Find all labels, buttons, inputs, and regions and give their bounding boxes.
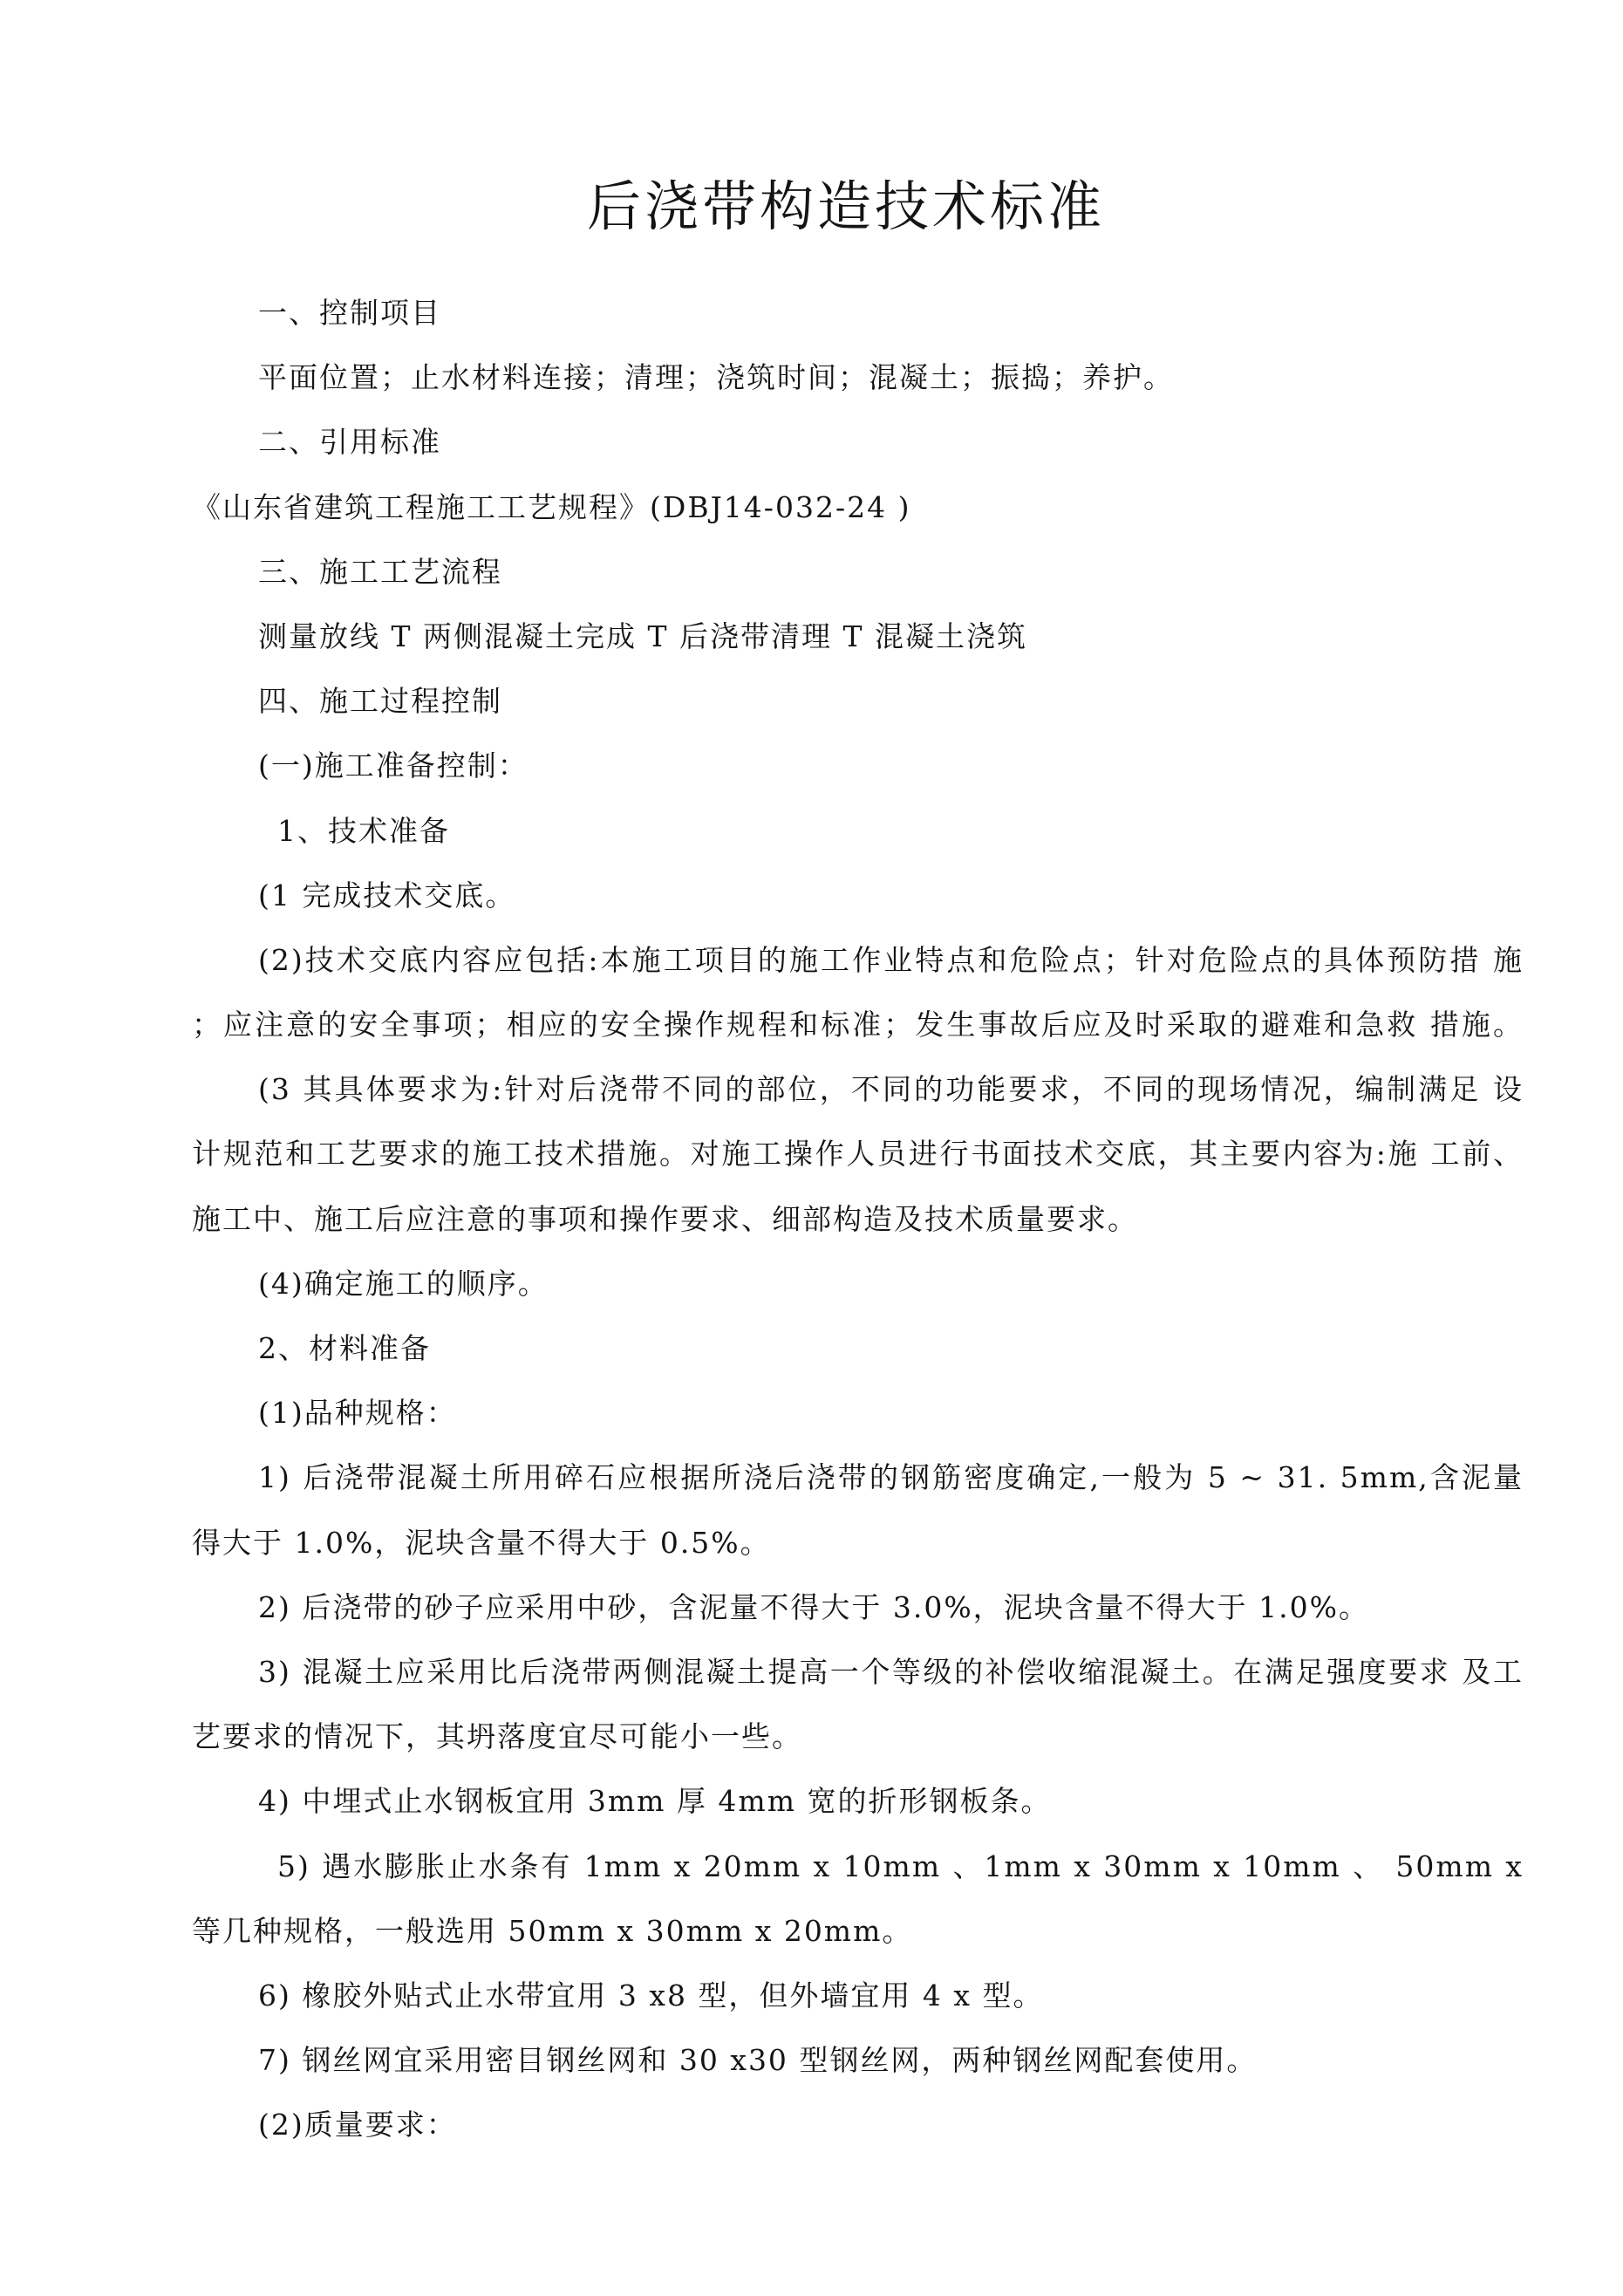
paragraph-line: 1) 后浇带混凝土所用碎石应根据所浇后浇带的钢筋密度确定,一般为 5 ~ 31. 5mm,含泥量	[258, 1460, 1524, 1495]
subsection-heading: (1)品种规格：	[258, 1396, 457, 1431]
paragraph-line: (2)技术交底内容应包括:本施工项目的施工作业特点和危险点；针对危险点的具体预防措 施	[258, 942, 1524, 977]
section-heading-process-control: 四、施工过程控制	[258, 684, 502, 719]
paragraph-line: 6) 橡胶外贴式止水带宜用 3 x8 型，但外墙宜用 4 x 型。	[258, 1978, 1044, 2012]
paragraph-line: 《山东省建筑工程施工工艺规程》(DBJ14-032-24 )	[192, 489, 911, 524]
page-title: 后浇带构造技术标准	[586, 174, 1105, 238]
paragraph-line: 平面位置；止水材料连接；清理；浇筑时间；混凝土；振捣；养护。	[258, 360, 1174, 395]
paragraph-line: 得大于 1.0%，泥块含量不得大于 0.5%。	[192, 1525, 771, 1560]
paragraph-line: (3 其具体要求为:针对后浇带不同的部位，不同的功能要求，不同的现场情况，编制满足 设	[258, 1072, 1524, 1107]
paragraph-line: 施工中、施工后应注意的事项和操作要求、细部构造及技术质量要求。	[192, 1201, 1138, 1236]
paragraph-line: 等几种规格，一般选用 50mm x 30mm x 20mm。	[192, 1913, 913, 1948]
paragraph-line: 2) 后浇带的砂子应采用中砂，含泥量不得大于 3.0%，泥块含量不得大于 1.0%。	[258, 1589, 1370, 1624]
paragraph-line: 测量放线 T 两侧混凝土完成 T 后浇带清理 T 混凝土浇筑	[258, 618, 1027, 653]
paragraph-line: 4) 中埋式止水钢板宜用 3mm 厚 4mm 宽的折形钢板条。	[258, 1784, 1052, 1819]
subsection-heading: (2)质量要求：	[258, 2108, 457, 2142]
paragraph-line: 3) 混凝土应采用比后浇带两侧混凝土提高一个等级的补偿收缩混凝土。在满足强度要求 及工	[258, 1654, 1524, 1689]
section-heading-control-items: 一、控制项目	[258, 296, 441, 330]
section-heading-reference-standards: 二、引用标准	[258, 425, 441, 460]
subsection-heading: (一)施工准备控制：	[258, 748, 528, 783]
paragraph-line: ；应注意的安全事项；相应的安全操作规程和标准；发生事故后应及时采取的避难和急救 措施。	[192, 1008, 1524, 1042]
paragraph-line: 艺要求的情况下，其坍落度宜尽可能小一些。	[192, 1719, 802, 1754]
paragraph-line: 5) 遇水膨胀止水条有 1mm x 20mm x 10mm 、1mm x 30mm x 10mm 、 50mm x	[277, 1848, 1524, 1883]
paragraph-line: (4)确定施工的顺序。	[258, 1266, 549, 1301]
subsection-heading: 2、材料准备	[258, 1331, 431, 1365]
document-body	[0, 281, 1623, 2157]
paragraph-line: 计规范和工艺要求的施工技术措施。对施工操作人员进行书面技术交底，其主要内容为:施 工前、	[192, 1137, 1524, 1172]
paragraph-line: (1 完成技术交底。	[258, 878, 516, 912]
subsection-heading: 1、技术准备	[277, 813, 450, 848]
section-heading-process-flow: 三、施工工艺流程	[258, 554, 502, 589]
paragraph-line: 7) 钢丝网宜采用密目钢丝网和 30 x30 型钢丝网，两种钢丝网配套使用。	[258, 2043, 1258, 2078]
